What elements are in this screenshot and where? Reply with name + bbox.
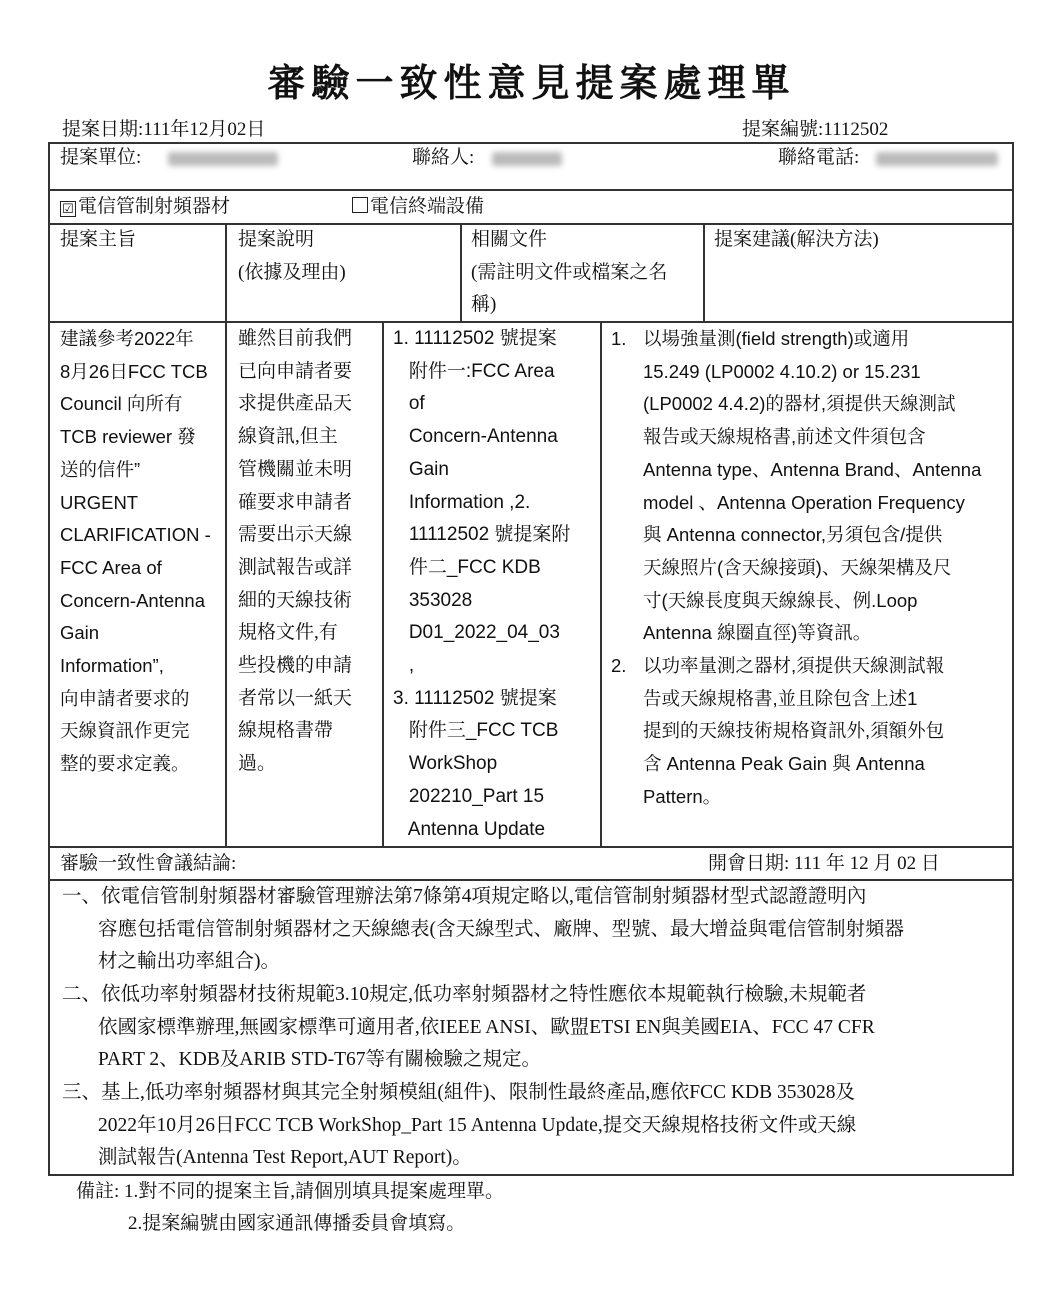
note-1: 備註: 1.對不同的提案主旨,請個別填具提案處理單。 bbox=[76, 1181, 505, 1202]
text-line: 確要求申請者 bbox=[238, 491, 353, 513]
text-line: (LP0002 4.4.2)的器材,須提供天線測試 bbox=[643, 393, 956, 415]
text-line: 提案主旨 bbox=[60, 229, 137, 250]
text-line: 8月26日FCC TCB bbox=[60, 360, 208, 382]
text-line: 稱) bbox=[471, 294, 497, 316]
text-line: 需要出示天線 bbox=[238, 524, 353, 546]
text-line: Council 向所有 bbox=[60, 393, 183, 415]
text-line: 二、依低功率射頻器材技術規範3.10規定,低功率射頻器材之特性應依本規範執行檢驗,未規範者 bbox=[62, 984, 867, 1005]
text-line: 材之輸出功率組合)。 bbox=[98, 951, 280, 973]
text-line: 3. 11112502 號提案 bbox=[393, 687, 557, 709]
text-line: Gain bbox=[393, 458, 449, 480]
text-line: 向申請者要求的 bbox=[60, 687, 190, 709]
text-line: 寸(天線長度與天線線長、例.Loop bbox=[643, 589, 918, 611]
text-line: 與 Antenna connector,另須包含/提供 bbox=[643, 524, 943, 546]
text-line: 管機關並未明 bbox=[238, 458, 353, 480]
text-line: 已向申請者要 bbox=[238, 360, 353, 382]
text-line: Information”, bbox=[60, 655, 164, 677]
text-line: 提到的天線技術規格資訊外,須額外包 bbox=[643, 720, 945, 742]
category-terminal-equipment[interactable] bbox=[352, 191, 484, 224]
text-line: Pattern。 bbox=[643, 785, 722, 807]
text-line: 件二_FCC KDB bbox=[393, 556, 541, 578]
text-line: 告或天線規格書,並且除包含上述1 bbox=[643, 687, 918, 709]
text-line: 天線照片(含天線接頭)、天線架構及尺 bbox=[643, 556, 952, 578]
proposal-date: 提案日期:111年12月02日 bbox=[62, 119, 266, 140]
text-line: 整的要求定義。 bbox=[60, 753, 190, 775]
phone-label: 聯絡電話: bbox=[778, 147, 860, 168]
suggestion-item-2 bbox=[611, 650, 944, 814]
text-line: (需註明文件或檔案之名 bbox=[471, 261, 668, 283]
text-line: 線資訊,但主 bbox=[238, 426, 338, 448]
note-2: 2.提案編號由國家通訊傳播委員會填寫。 bbox=[128, 1213, 466, 1234]
text-line: TCB reviewer 發 bbox=[60, 426, 196, 448]
text-line: 以場強量測(field strength)或適用 bbox=[643, 328, 910, 349]
text-line: 11112502 號提案附 bbox=[393, 524, 571, 546]
contact-label: 聯絡人: bbox=[412, 147, 475, 168]
text-line: Gain bbox=[60, 622, 100, 644]
text-line: 附件一:FCC Area bbox=[393, 360, 555, 382]
conclusion-3 bbox=[62, 1077, 1007, 1175]
text-line: WorkShop bbox=[393, 753, 498, 775]
text-line: PART 2、KDB及ARIB STD-T67等有關檢驗之規定。 bbox=[98, 1049, 542, 1071]
conclusion-2 bbox=[62, 979, 1007, 1077]
text-line: 建議參考2022年 bbox=[60, 328, 194, 349]
text-line: Antenna 線圈直徑)等資訊。 bbox=[643, 622, 872, 644]
document-title: 審驗一致性意見提案處理單 bbox=[267, 63, 796, 105]
text-line: Antenna Update bbox=[393, 818, 546, 840]
text-line: 含 Antenna Peak Gain 與 Antenna bbox=[643, 753, 925, 775]
text-line: 者常以一紙天 bbox=[238, 687, 353, 709]
text-line: 天線資訊作更完 bbox=[60, 720, 190, 742]
text-line: 線規格書帶 bbox=[238, 720, 334, 742]
text-line: 些投機的申請 bbox=[238, 655, 353, 677]
text-line: 以功率量測之器材,須提供天線測試報 bbox=[643, 655, 945, 676]
redacted-contact bbox=[492, 152, 562, 166]
text-line: 求提供產品天 bbox=[238, 393, 353, 415]
category-label: 電信終端設備 bbox=[370, 196, 485, 217]
suggestion-item-1 bbox=[611, 323, 981, 650]
text-line: 2022年10月26日FCC TCB WorkShop_Part 15 Antenna Update,提交天線規格技術文件或天線 bbox=[98, 1114, 857, 1136]
conclusion-1 bbox=[62, 881, 1007, 979]
text-line: D01_2022_04_03 bbox=[393, 622, 560, 644]
text-line: 1. 11112502 號提案 bbox=[393, 328, 557, 349]
documents-text bbox=[393, 323, 570, 846]
text-line: 過。 bbox=[238, 753, 277, 775]
text-line: 附件三_FCC TCB bbox=[393, 720, 559, 742]
text-line: 容應包括電信管制射頻器材之天線總表(含天線型式、廠牌、型號、最大增益與電信管制射頻器 bbox=[98, 918, 904, 940]
text-line: (依據及理由) bbox=[238, 261, 346, 283]
text-line: 提案建議(解決方法) bbox=[714, 229, 879, 250]
text-line: 測試報告或詳 bbox=[238, 556, 353, 578]
text-line: Concern-Antenna bbox=[60, 589, 206, 611]
text-line: 報告或天線規格書,前述文件須包含 bbox=[643, 426, 926, 448]
text-line: 提案說明 bbox=[238, 229, 315, 250]
text-line: CLARIFICATION - bbox=[60, 524, 211, 546]
text-line: 送的信件” bbox=[60, 458, 141, 480]
category-rf-equipment[interactable] bbox=[60, 191, 230, 224]
text-line: Information ,2. bbox=[393, 491, 531, 513]
text-line: 353028 bbox=[393, 589, 473, 611]
text-line: FCC Area of bbox=[60, 556, 162, 578]
checkbox-unchecked-icon[interactable] bbox=[352, 197, 368, 213]
item-text bbox=[643, 323, 981, 650]
redacted-phone bbox=[876, 152, 998, 166]
text-line: 雖然目前我們 bbox=[238, 328, 353, 349]
item-text bbox=[643, 650, 944, 814]
header-explanation bbox=[238, 224, 346, 289]
text-line: 三、基上,低功率射頻器材與其完全射頻模組(組件)、限制性最終產品,應依FCC KDB 353028及 bbox=[62, 1082, 856, 1103]
redacted-unit bbox=[168, 152, 278, 166]
text-line: 15.249 (LP0002 4.10.2) or 15.231 bbox=[643, 360, 921, 382]
text-line: of bbox=[393, 393, 425, 415]
text-line: URGENT bbox=[60, 491, 139, 513]
checkbox-checked-icon[interactable]: ☑ bbox=[60, 201, 76, 217]
header-documents bbox=[471, 224, 667, 322]
proposal-number: 提案編號:1112502 bbox=[742, 119, 889, 140]
text-line: model 、Antenna Operation Frequency bbox=[643, 491, 965, 513]
text-line: 一、依電信管制射頻器材審驗管理辦法第7條第4項規定略以,電信管制射頻器材型式認證證明內 bbox=[62, 886, 867, 907]
text-line: 相關文件 bbox=[471, 229, 548, 250]
text-line: , bbox=[393, 655, 415, 677]
text-line: Concern-Antenna bbox=[393, 426, 558, 448]
category-label: 電信管制射頻器材 bbox=[78, 196, 231, 217]
text-line: 依國家標準辦理,無國家標準可適用者,依IEEE ANSI、歐盟ETSI EN與美國EIA、FCC 47 CFR bbox=[98, 1016, 875, 1038]
explanation-text bbox=[238, 323, 352, 781]
subject-text bbox=[60, 323, 211, 781]
item-number: 2. bbox=[611, 655, 627, 676]
text-line: Antenna type、Antenna Brand、Antenna bbox=[643, 458, 982, 480]
item-number: 1. bbox=[611, 328, 627, 349]
meeting-date: 開會日期: 111 年 12 月 02 日 bbox=[708, 853, 940, 874]
header-subject bbox=[60, 224, 136, 257]
unit-label: 提案單位: bbox=[60, 147, 142, 168]
text-line: 202210_Part 15 bbox=[393, 785, 545, 807]
text-line: 細的天線技術 bbox=[238, 589, 353, 611]
header-suggestion bbox=[714, 224, 879, 257]
text-line: 測試報告(Antenna Test Report,AUT Report)。 bbox=[98, 1147, 472, 1169]
text-line: 規格文件,有 bbox=[238, 622, 338, 644]
conclusion-label: 審驗一致性會議結論: bbox=[60, 853, 237, 874]
